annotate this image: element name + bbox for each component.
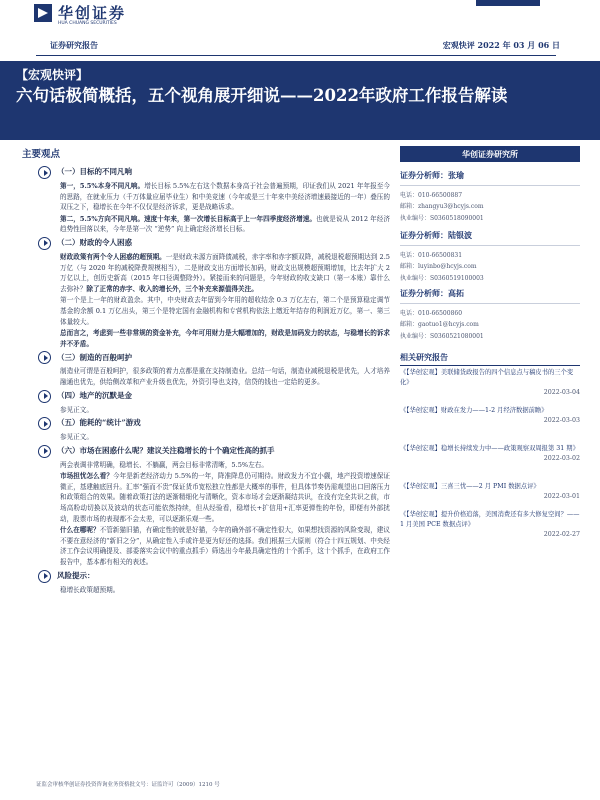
logo-english: HUA CHUANG SECURITIES	[58, 21, 117, 26]
related-report-title[interactable]: 《【华创宏观】财政在发力——1-2 月经济数据前瞻》	[400, 407, 548, 414]
main-points-heading: 主要观点	[22, 149, 61, 160]
logo-mark-icon	[34, 4, 52, 22]
header-accent-bar	[476, 0, 540, 6]
related-report[interactable]	[400, 510, 580, 540]
arrow-circle-icon	[38, 417, 51, 430]
section-heading: （一）目标的不同凡响	[38, 165, 390, 180]
main-content	[57, 165, 391, 596]
paragraph: 两会表调非常明确，稳增长、不躺赢，两会目标非常清晰，5.5%左右。	[60, 460, 268, 469]
analyst-name: 证券分析师：张瑜	[400, 170, 580, 186]
section-heading: （二）财政的令人困惑	[38, 236, 390, 251]
paragraph: 第一个是上一年的财政盈余。其中，中央财政去年留到今年用的超收结余 0.3 万亿左右，第二个是预算稳定调节基金的余额 0.1 万亿出头，第三个是特定国有金融机构和专营机构依法上缴近年结存的利润近万亿，第一、第三体量较大。	[60, 296, 390, 326]
related-report[interactable]	[400, 482, 580, 502]
section-heading: （三）制造的百般呵护	[38, 350, 390, 365]
page-title: 六句话极简概括，五个视角展开细说——2022年政府工作报告解读	[16, 86, 508, 105]
analyst-tel: 电话：010-66500831	[400, 251, 463, 259]
analyst-email[interactable]: 邮箱：luyinbo@hcyjs.com	[400, 263, 477, 270]
section-heading: 风险提示：	[38, 569, 390, 584]
arrow-circle-icon	[38, 570, 51, 583]
paragraph: 市场担忧怎么看？今年是新老经济动力 5.5%的一年，降准降息仍可期待。财政发力不宜小觑，地产投资增速保证微正，基建触底回升。汇率“强而不贵”保证货币宽松独立性都是大概率的事件，但具体节奏仍需观望出口回落压力和政策组合的效果。随着政策打法的逐渐精细化与清晰化，资本市场才会逐渐凝结共识，在没有完全共识之前，市场高粉动切换以及波动的状态可能依然持续，但从经验看，稳增长+扩信用+汇率更弹性的年份，即便有外部扰动，股票市场的表现都不会太差，可以逐渐乐观一些。	[60, 472, 390, 523]
paragraph: 第一，5.5%本身不同凡响。增长目标 5.5%左右这个数据本身高于社会普遍预期，印证我们从 2021 年年报至今的思路，在就业压力（千万体量应届毕业生）和中美竞速（今年或是三十年来中美经济增速最接近的一年）叠压的双压之下，稳增长在今年不仅仅是经济诉求，更是战略诉求。	[60, 182, 390, 212]
paragraph: 第二，5.5%方向不同凡响。速度十年来，第一次增长目标高于上一年四季度经济增速。也就是说从 2012 年经济趋势性回落以来，今年是第一次 “逆势” 向上确定经济增长目标。	[60, 214, 390, 234]
related-report-title[interactable]: 《【华创宏观】三喜三忧——2 月 PMI 数据点评》	[400, 483, 540, 490]
related-report-date: 2022-02-27	[543, 531, 580, 538]
report-type: 证券研究报告	[50, 40, 98, 50]
related-report-date: 2022-03-04	[543, 389, 580, 396]
related-report[interactable]	[400, 444, 580, 464]
section-heading: （四）地产的沉默是金	[38, 389, 390, 404]
paragraph: 总而言之，考虑到一些非常规的资金补充，今年可用财力是大幅增加的，财政是加码发力的状态，与稳增长的诉求并不矛盾。	[60, 329, 390, 348]
arrow-circle-icon	[38, 445, 51, 458]
section-heading: （六）市场在困惑什么呢？建议关注稳增长的十个确定性高的抓手	[38, 444, 390, 459]
analyst-email[interactable]: 邮箱：gaotuo1@hcyjs.com	[400, 321, 479, 328]
paragraph: 参见正文。	[60, 433, 93, 442]
analyst-cert: 执业编号：S0360518090001	[400, 214, 484, 222]
column-date: 宏观快评 2022 年 03 月 06 日	[442, 40, 560, 50]
related-report[interactable]	[400, 368, 580, 398]
related-report[interactable]	[400, 406, 580, 426]
related-reports-heading: 相关研究报告	[400, 352, 580, 366]
section-heading: （五）能耗的“统计”游戏	[38, 416, 390, 431]
title-tag: 【宏观快评】	[16, 68, 89, 82]
arrow-circle-icon	[38, 390, 51, 403]
research-institute-banner: 华创证券研究所	[400, 146, 580, 162]
analyst-cert: 执业编号：S0360521080001	[400, 332, 484, 340]
paragraph: 参见正文。	[60, 405, 93, 414]
analyst-name: 证券分析师：高拓	[400, 288, 580, 304]
analyst-card	[400, 230, 580, 284]
related-report-date: 2022-03-02	[543, 455, 580, 462]
related-report-title[interactable]: 《【华创宏观】提升价格追落，美国消费还有多大修复空间？——1 月美国 PCE 数据点评》	[400, 511, 580, 528]
analyst-card	[400, 170, 580, 224]
regulatory-footer: 证监会审核华创证券投资咨询业务资格批文号：证监许可（2009）1210 号	[36, 782, 220, 788]
analyst-cert: 执业编号：S0360519100003	[400, 274, 484, 282]
arrow-circle-icon	[38, 166, 51, 179]
analyst-email[interactable]: 邮箱：zhangyu3@hcyjs.com	[400, 203, 484, 210]
analyst-name: 证券分析师：陆银波	[400, 230, 580, 246]
paragraph: 什么在哪呢？不管新猫旧猫，有确定性的就是好猫，今年的确外部不确定性很大，如果想找资源的风险变现，建议不要在意经济的“新旧之分”，从确定性入手或许是更为好还的选择。我们根据三大原则（符合十四五规划、中央经济工作会议明确提及、部委落实会议中的重点抓手）筛选出今年最具确定性的十个抓手，这十个抓手，在政府工作报告中，基本都有相关的表述。	[60, 526, 391, 567]
related-report-title[interactable]: 《【华创宏观】稳增长持续发力中——政策观察双周报第 31 期》	[400, 445, 579, 452]
paragraph: 稳增长政策超预期。	[60, 585, 120, 594]
paragraph: 财政政策有两个令人困惑的超预期。一是财政未源方面降债减税，赤字率和赤字额双降，减税退税超预期达到 2.5 万亿（与 2020 年的减税降费规模相当），二是财政支出方面增长加码，财政支出规模超预期增加，比去年扩大 2 万亿以上，创历史新高（2015 年口径调整除外）。紧接而来的问题是，今年财政的收支缺口（第一本账）靠什么去弥补？除了正常的赤字、收入的增长外，三个补充来源值得关注。	[60, 252, 390, 293]
analyst-tel: 电话：010-66500887	[400, 191, 463, 199]
paragraph: 制造业可谓是百般呵护，很多政策的着力点都是重在支持制造业。总结一句话，制造业减税退税是优先，人才培养融通也优先，供给侧改革和产业升级也优先，外资引导也支持，信贷的钱也一定给的更多。	[60, 367, 390, 386]
header-divider	[36, 55, 556, 56]
related-report-date: 2022-03-03	[543, 417, 580, 424]
logo-text: 华创证券	[58, 4, 127, 22]
related-report-date: 2022-03-01	[543, 493, 580, 500]
related-report-title[interactable]: 《【华创宏观】美联储货政报告的四个信息点与稿皮书的三个变化》	[400, 369, 574, 386]
analyst-card	[400, 288, 580, 342]
analyst-tel: 电话：010-66500860	[400, 309, 463, 317]
arrow-circle-icon	[38, 237, 51, 250]
arrow-circle-icon	[38, 351, 51, 364]
